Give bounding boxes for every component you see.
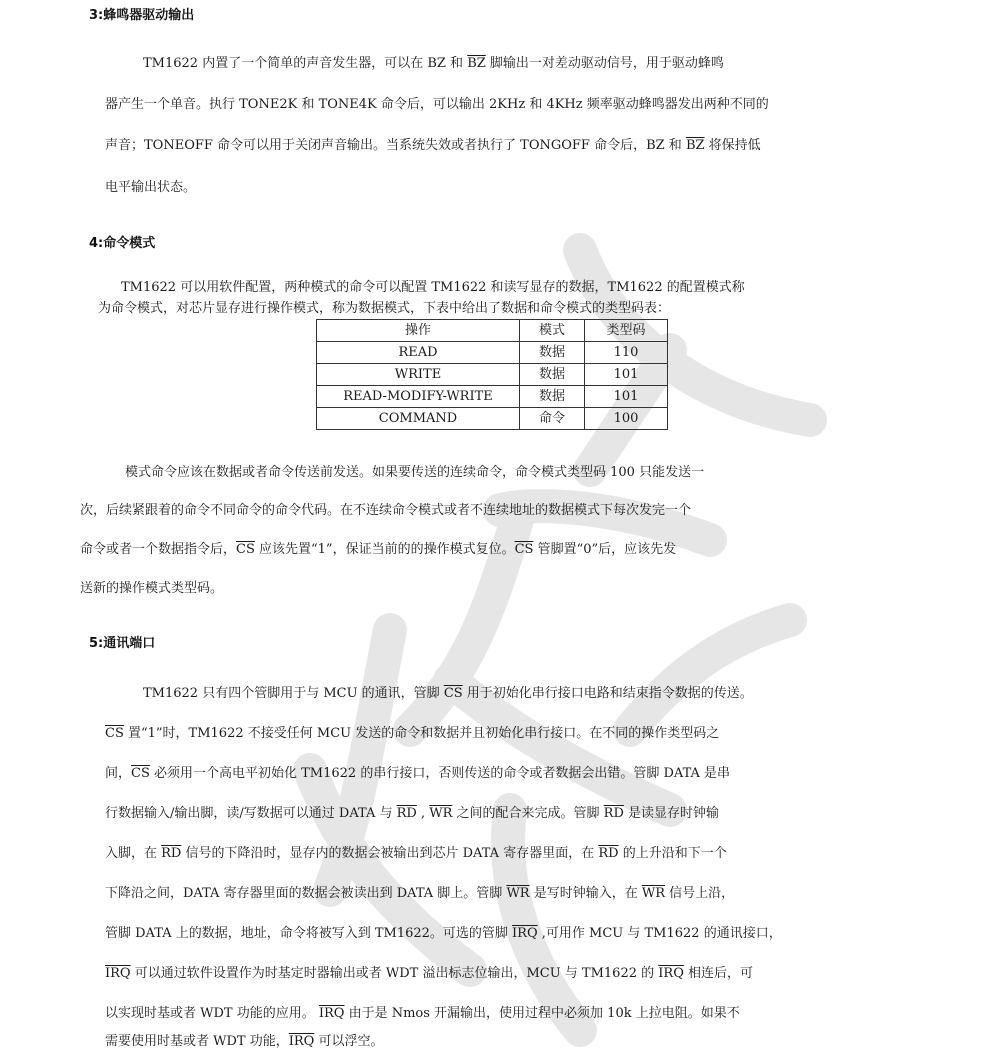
text-run: 行数据输入/输出脚，读/写数据可以通过 DATA 与 xyxy=(105,806,397,821)
s5-line-3 xyxy=(105,762,730,781)
cs-bar-signal: $\overline{CS}$ xyxy=(105,726,124,741)
section-3-heading: 3:蜂鸣器驱动输出 xyxy=(89,8,195,23)
text-run: 管脚置“0”后，应该先发 xyxy=(533,542,677,557)
text-run: , xyxy=(416,806,430,821)
text-run: 信号的下降沿时，显存内的数据会被输出到芯片 DATA 寄存器里面，在 xyxy=(181,846,599,861)
s4-line-3 xyxy=(80,538,676,557)
table-cell: 101 xyxy=(585,364,668,386)
type-code-table xyxy=(316,319,668,430)
table-cell: 命令 xyxy=(520,408,585,430)
table-cell: 数据 xyxy=(520,386,585,408)
rd-bar-signal: $\overline{RD}$ xyxy=(603,806,624,821)
text-run: 需要使用时基或者 WDT 功能， xyxy=(105,1034,289,1049)
text-run: 是读显存时钟输 xyxy=(623,806,720,821)
table-cell: COMMAND xyxy=(317,408,520,430)
s3-line-1 xyxy=(143,52,724,71)
cs-bar-signal: $\overline{CS}$ xyxy=(443,686,463,701)
s5-line-4 xyxy=(105,802,719,821)
table-cell: 数据 xyxy=(520,342,585,364)
table-row xyxy=(317,364,668,386)
text-run: 可以通过软件设置作为时基定时器输出或者 WDT 溢出标志位输出，MCU 与 TM1622 的 xyxy=(130,966,659,981)
text-run: 置“1”时，TM1622 不接受任何 MCU 发送的命令和数据并且初始化串行接口。在不同的操作类型码之 xyxy=(123,726,720,741)
text-run: 可以浮空。 xyxy=(314,1034,384,1049)
bz-bar-signal: $\overline{BZ}$ xyxy=(467,56,486,71)
table-header: 类型码 xyxy=(585,320,668,342)
table-cell: READ-MODIFY-WRITE xyxy=(317,386,520,408)
section-5-heading: 5:通讯端口 xyxy=(89,636,156,651)
text-run: ,可用作 MCU 与 TM1622 的通讯接口， xyxy=(537,926,782,941)
s5-line-1 xyxy=(143,682,753,701)
table-cell: 100 xyxy=(585,408,668,430)
table-header: 操作 xyxy=(317,320,520,342)
text-run: 是写时钟输入，在 xyxy=(529,886,642,901)
section-4-heading: 4:命令模式 xyxy=(89,236,156,251)
cs-bar-signal: $\overline{CS}$ xyxy=(131,766,150,781)
s5-line-8 xyxy=(105,962,753,981)
text-run: 下降沿之间，DATA 寄存器里面的数据会被读出到 DATA 脚上。管脚 xyxy=(105,886,507,901)
text-run: 用于初始化串行接口电路和结束指令数据的传送。 xyxy=(462,686,753,701)
s5-line-2 xyxy=(105,722,719,741)
s3-line-4: 电平输出状态。 xyxy=(105,180,197,195)
rd-bar-signal: $\overline{RD}$ xyxy=(396,806,417,821)
rd-bar-signal: $\overline{RD}$ xyxy=(161,846,182,861)
s4-intro-line-2: 为命令模式，对芯片显存进行操作模式，称为数据模式，下表中给出了数据和命令模式的类型码表： xyxy=(98,301,671,316)
irq-bar-signal: $\overline{IRQ}$ xyxy=(512,926,538,941)
s4-line-4: 送新的操作模式类型码。 xyxy=(80,581,224,596)
irq-bar-signal: $\overline{IRQ}$ xyxy=(318,1006,345,1021)
irq-bar-signal: $\overline{IRQ}$ xyxy=(658,966,684,981)
table-header: 模式 xyxy=(520,320,585,342)
s4-line-1: 模式命令应该在数据或者命令传送前发送。如果要传送的连续命令，命令模式类型码 100 只能发送一 xyxy=(125,465,705,480)
s5-line-10 xyxy=(105,1030,383,1049)
wr-bar-signal: $\overline{WR}$ xyxy=(506,886,530,901)
table-cell: 数据 xyxy=(520,364,585,386)
table-cell: 101 xyxy=(585,386,668,408)
s5-line-9 xyxy=(105,1002,740,1021)
text-run: TM1622 只有四个管脚用于与 MCU 的通讯，管脚 xyxy=(143,686,444,701)
table-header-row xyxy=(317,320,668,342)
text-run: 以实现时基或者 WDT 功能的应用。 xyxy=(105,1006,319,1021)
text-run: 信号上沿， xyxy=(665,886,735,901)
text-run: 声音；TONEOFF 命令可以用于关闭声音输出。当系统失效或者执行了 TONGOFF 命令后，BZ 和 xyxy=(105,138,686,153)
cs-bar-signal: $\overline{CS}$ xyxy=(514,542,534,557)
cs-bar-signal: $\overline{CS}$ xyxy=(236,542,255,557)
text-run: 脚输出一对差动驱动信号，用于驱动蜂鸣 xyxy=(485,56,724,71)
wr-bar-signal: $\overline{WR}$ xyxy=(641,886,666,901)
wr-bar-signal: $\overline{WR}$ xyxy=(429,806,453,821)
rd-bar-signal: $\overline{RD}$ xyxy=(598,846,619,861)
text-run: 管脚 DATA 上的数据，地址，命令将被写入到 TM1622。可选的管脚 xyxy=(105,926,513,941)
text-run: 由于是 Nmos 开漏输出，使用过程中必须加 10k 上拉电阻。如果不 xyxy=(344,1006,740,1021)
irq-bar-signal: $\overline{IRQ}$ xyxy=(105,966,131,981)
s5-line-5 xyxy=(105,842,727,861)
table-cell: WRITE xyxy=(317,364,520,386)
table-row xyxy=(317,408,668,430)
s4-line-2: 次，后续紧跟着的命令不同命令的命令代码。在不连续命令模式或者不连续地址的数据模式下每次发完一个 xyxy=(80,503,692,518)
s3-line-2: 器产生一个单音。执行 TONE2K 和 TONE4K 命令后，可以输出 2KHz 和 4KHz 频率驱动蜂鸣器发出两种不同的 xyxy=(105,97,769,112)
text-run: 入脚，在 xyxy=(105,846,162,861)
text-run: 的上升沿和下一个 xyxy=(618,846,727,861)
s3-line-3 xyxy=(105,134,761,153)
text-run: 命令或者一个数据指令后， xyxy=(80,542,237,557)
table-cell: READ xyxy=(317,342,520,364)
s5-line-6 xyxy=(105,882,734,901)
text-run: 相连后，可 xyxy=(683,966,753,981)
s5-line-7 xyxy=(105,922,782,941)
text-run: 应该先置“1”，保证当前的的操作模式复位。 xyxy=(254,542,515,557)
text-run: 间， xyxy=(105,766,132,781)
bz-bar-signal: $\overline{BZ}$ xyxy=(685,138,705,153)
table-cell: 110 xyxy=(585,342,668,364)
irq-bar-signal: $\overline{IRQ}$ xyxy=(288,1034,315,1049)
text-run: 必须用一个高电平初始化 TM1622 的串行接口，否则传送的命令或者数据会出错。管脚 DATA 是串 xyxy=(149,766,731,781)
s4-intro-line-1: TM1622 可以用软件配置，两种模式的命令可以配置 TM1622 和读写显存的数据，TM1622 的配置模式称 xyxy=(121,280,745,295)
table-row xyxy=(317,386,668,408)
text-run: TM1622 内置了一个简单的声音发生器，可以在 BZ 和 xyxy=(143,56,468,71)
text-run: 之间的配合来完成。管脚 xyxy=(452,806,604,821)
table-row xyxy=(317,342,668,364)
text-run: 将保持低 xyxy=(704,138,761,153)
